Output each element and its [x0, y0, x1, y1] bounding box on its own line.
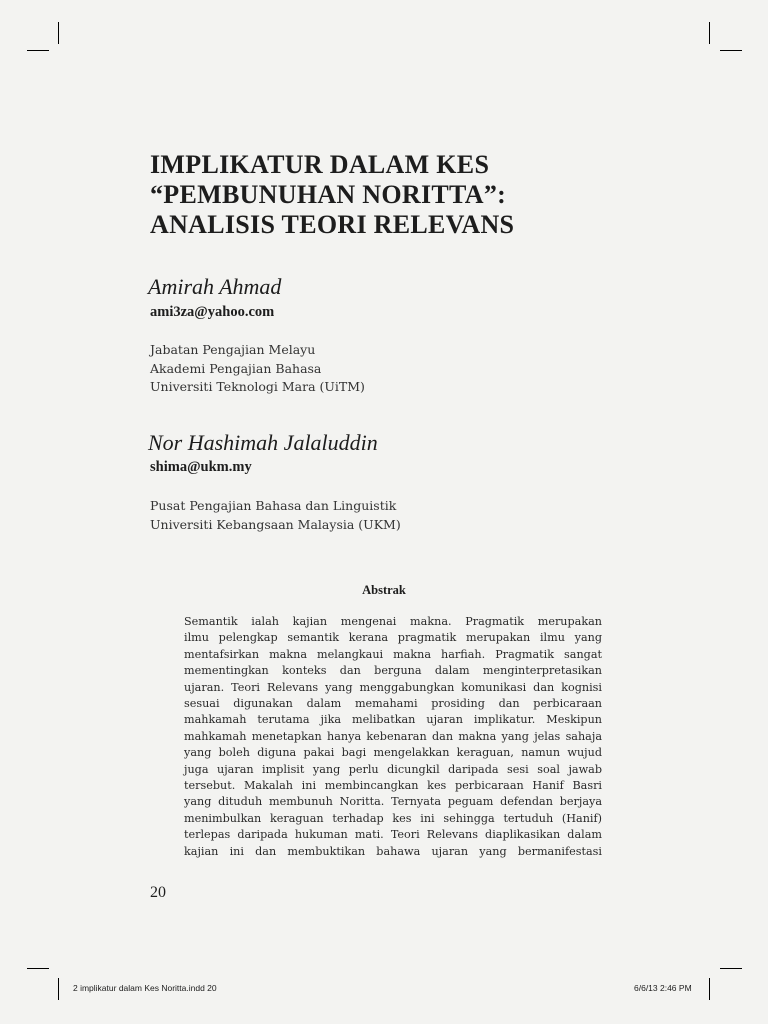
title-line: ANALISIS TEORI RELEVANS [150, 210, 515, 239]
affiliation-line: Universiti Kebangsaan Malaysia (UKM) [150, 516, 401, 532]
abstract-line: tersebut. Makalah ini membincangkan kes perbicaraan Hanif Basri [184, 779, 602, 793]
affiliation-line: Akademi Pengajian Bahasa [150, 360, 322, 376]
abstract-line: mentafsirkan makna melangkaui makna harfiah. Pragmatik sangat [184, 647, 602, 661]
abstract-line: yang boleh diguna pakai bagi mengelakkan keraguan, namun wujud [184, 746, 602, 760]
abstract-line: ilmu pelengkap semantik kerana pragmatik merupakan ilmu yang [184, 631, 602, 645]
abstract-line: juga ujaran implisit yang perlu dicungkil daripada sesi soal jawab [184, 762, 602, 776]
abstract-heading: Abstrak [362, 583, 406, 597]
author-email: ami3za@yahoo.com [150, 304, 275, 320]
author-email: shima@ukm.my [150, 459, 252, 475]
affiliation-line: Jabatan Pengajian Melayu [150, 342, 316, 357]
crop-mark [720, 50, 742, 51]
crop-mark [58, 22, 59, 44]
slug-timestamp: 6/6/13 2:46 PM [634, 983, 692, 993]
affiliation-line: Pusat Pengajian Bahasa dan Linguistik [150, 498, 397, 513]
abstract-line: mahkamah terutama jika melibatkan ujaran implikatur. Meskipun [184, 713, 602, 727]
title-line: IMPLIKATUR DALAM KES [150, 150, 490, 179]
abstract-line: mahkamah menetapkan hanya kebenaran dan makna yang jelas sahaja [184, 729, 602, 743]
author-name: Amirah Ahmad [148, 274, 282, 299]
abstract-line: yang dituduh membunuh Noritta. Ternyata peguam defendan berjaya [184, 795, 602, 809]
crop-mark [27, 968, 49, 969]
abstract-line: Semantik ialah kajian mengenai makna. Pragmatik merupakan [184, 615, 602, 628]
abstract-line: ujaran. Teori Relevans yang menggabungkan komunikasi dan kognisi [184, 680, 602, 694]
abstract-line: kajian ini dan membuktikan bahawa ujaran yang bermanifestasi [184, 844, 602, 858]
crop-mark [709, 978, 710, 1000]
author-affiliation [150, 341, 365, 397]
abstract-body [184, 614, 602, 860]
crop-mark [720, 968, 742, 969]
abstract-line: sesuai digunakan dalam memahami prosiding dan perbicaraan [184, 697, 602, 711]
page-number: 20 [150, 884, 166, 901]
abstract-line: mementingkan konteks dan berguna dalam menginterpretasikan [184, 664, 602, 678]
author-name: Nor Hashimah Jalaluddin [148, 430, 378, 455]
crop-mark [27, 50, 49, 51]
article-title [150, 150, 670, 240]
affiliation-line: Universiti Teknologi Mara (UiTM) [150, 379, 365, 394]
author-affiliation [150, 497, 401, 534]
abstract-line: menimbulkan keraguan terhadap kes ini sehingga tertuduh (Hanif) [184, 811, 602, 825]
title-line: “PEMBUNUHAN NORITTA”: [150, 180, 507, 209]
crop-mark [58, 978, 59, 1000]
abstract-line: terlepas daripada hukuman mati. Teori Relevans diaplikasikan dalam [184, 828, 602, 842]
slug-filename: 2 implikatur dalam Kes Noritta.indd 20 [73, 983, 217, 993]
crop-mark [709, 22, 710, 44]
